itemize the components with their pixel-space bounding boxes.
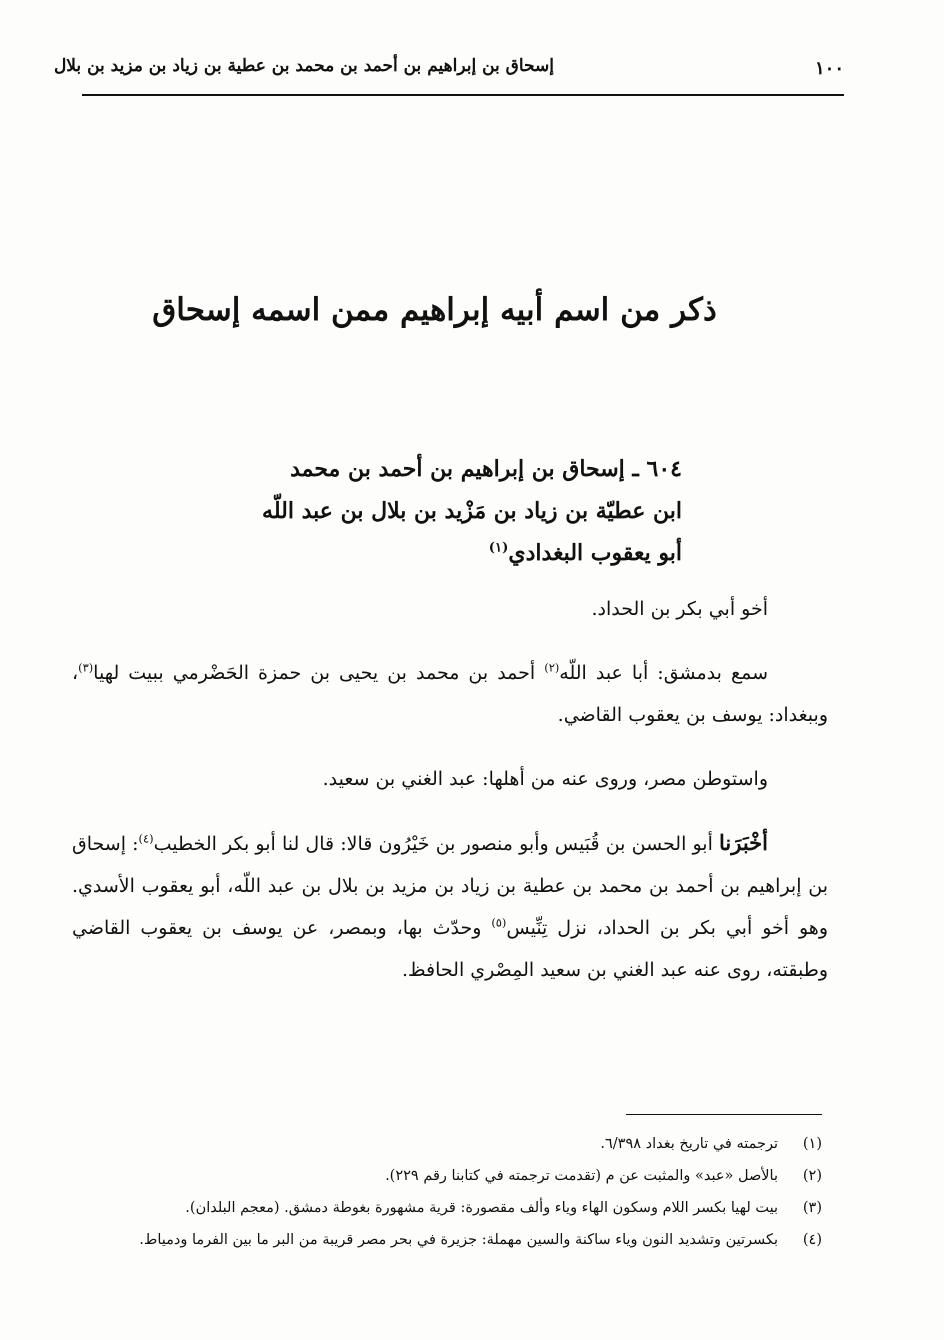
paragraph-4-lead-word: أخْبَرَنا <box>719 830 768 855</box>
footnotes <box>60 1128 822 1256</box>
footnote-ref-3[interactable]: (٣) <box>78 660 94 675</box>
running-title: إسحاق بن إبراهيم بن أحمد بن محمد بن عطية بن زياد بن مزيد بن بلال <box>53 56 554 76</box>
footnote-number: (١) <box>802 1136 822 1152</box>
paragraph-1-text: أخو أبي بكر بن الحداد. <box>591 598 768 620</box>
section-title: ذكر من اسم أبيه إبراهيم ممن اسمه إسحاق <box>152 292 717 328</box>
paragraph-4-part-2: : إسحاق بن إبراهيم بن أحمد بن محمد بن عطية بن زياد بن مزيد بن بلال بن عبد اللّه، أبو يعقوب الأسدي. وهو أخو أبي بكر بن الحداد، نزل تِنِّيس <box>72 833 828 939</box>
running-header <box>53 52 844 96</box>
page-number: ١٠٠ <box>814 58 844 79</box>
footnote-ref-4[interactable]: (٤) <box>138 831 154 846</box>
paragraph-4-part-1: أبو الحسن بن قُبَيس وأبو منصور بن خَيْرُون قالا: قال لنا أبو بكر الخطيب <box>153 833 720 855</box>
paragraph-2-part-2: أحمد بن محمد بن يحيى بن حمزة الحَضْرمي ببيت لهيا <box>93 662 545 684</box>
footnote-4 <box>60 1224 822 1256</box>
paragraph-3 <box>72 758 828 800</box>
paragraph-2-part-3: ، وببغداد: يوسف بن يعقوب القاضي. <box>72 662 828 726</box>
footnote-text: بيت لهيا بكسر اللام وسكون الهاء وياء وألف مقصورة: قرية مشهورة بغوطة دمشق. (معجم البلدان). <box>185 1200 778 1216</box>
footnote-text: بالأصل «عبد» والمثبت عن م (تقدمت ترجمته في كتابنا رقم ٢٢٩). <box>385 1168 778 1184</box>
footnote-ref-1[interactable]: (١) <box>488 540 509 556</box>
paragraph-2 <box>72 652 828 736</box>
footnote-2 <box>60 1160 822 1192</box>
footnote-1 <box>60 1128 822 1160</box>
paragraph-2-part-1: سمع بدمشق: أبا عبد اللّه <box>559 662 768 684</box>
entry-heading-line-3-text: أبو يعقوب البغدادي <box>508 540 682 566</box>
footnote-text: ترجمته في تاريخ بغداد ٦/٣٩٨. <box>600 1136 778 1152</box>
footnote-number: (٢) <box>802 1168 822 1184</box>
paragraph-4 <box>72 822 828 991</box>
footnote-number: (٤) <box>802 1232 822 1248</box>
footnote-divider <box>626 1114 822 1115</box>
paragraph-1 <box>72 588 828 630</box>
footnote-ref-2[interactable]: (٢) <box>544 660 560 675</box>
entry-heading-line-1: ٦٠٤ ـ إسحاق بن إبراهيم بن أحمد بن محمد <box>290 456 682 482</box>
footnote-text: بكسرتين وتشديد النون وياء ساكنة والسين مهملة: جزيرة في بحر مصر قريبة من البر ما بين الفرما ودمياط. <box>139 1232 778 1248</box>
paragraph-3-text: واستوطن مصر، وروى عنه من أهلها: عبد الغني بن سعيد. <box>322 768 768 790</box>
body-text <box>72 588 828 991</box>
entry-heading <box>222 448 682 574</box>
paragraph-4-part-3: وحدّث بها، وبمصر، عن يوسف بن يعقوب القاضي وطبقته، روى عنه عبد الغني بن سعيد المِصْري الحافظ. <box>72 917 828 981</box>
entry-heading-line-2: ابن عطيّة بن زياد بن مَزْيد بن بلال بن عبد اللّه <box>262 498 682 524</box>
footnote-3 <box>60 1192 822 1224</box>
footnote-number: (٣) <box>802 1200 822 1216</box>
entry-heading-line-3 <box>222 532 682 574</box>
footnote-ref-5[interactable]: (٥) <box>491 915 507 930</box>
